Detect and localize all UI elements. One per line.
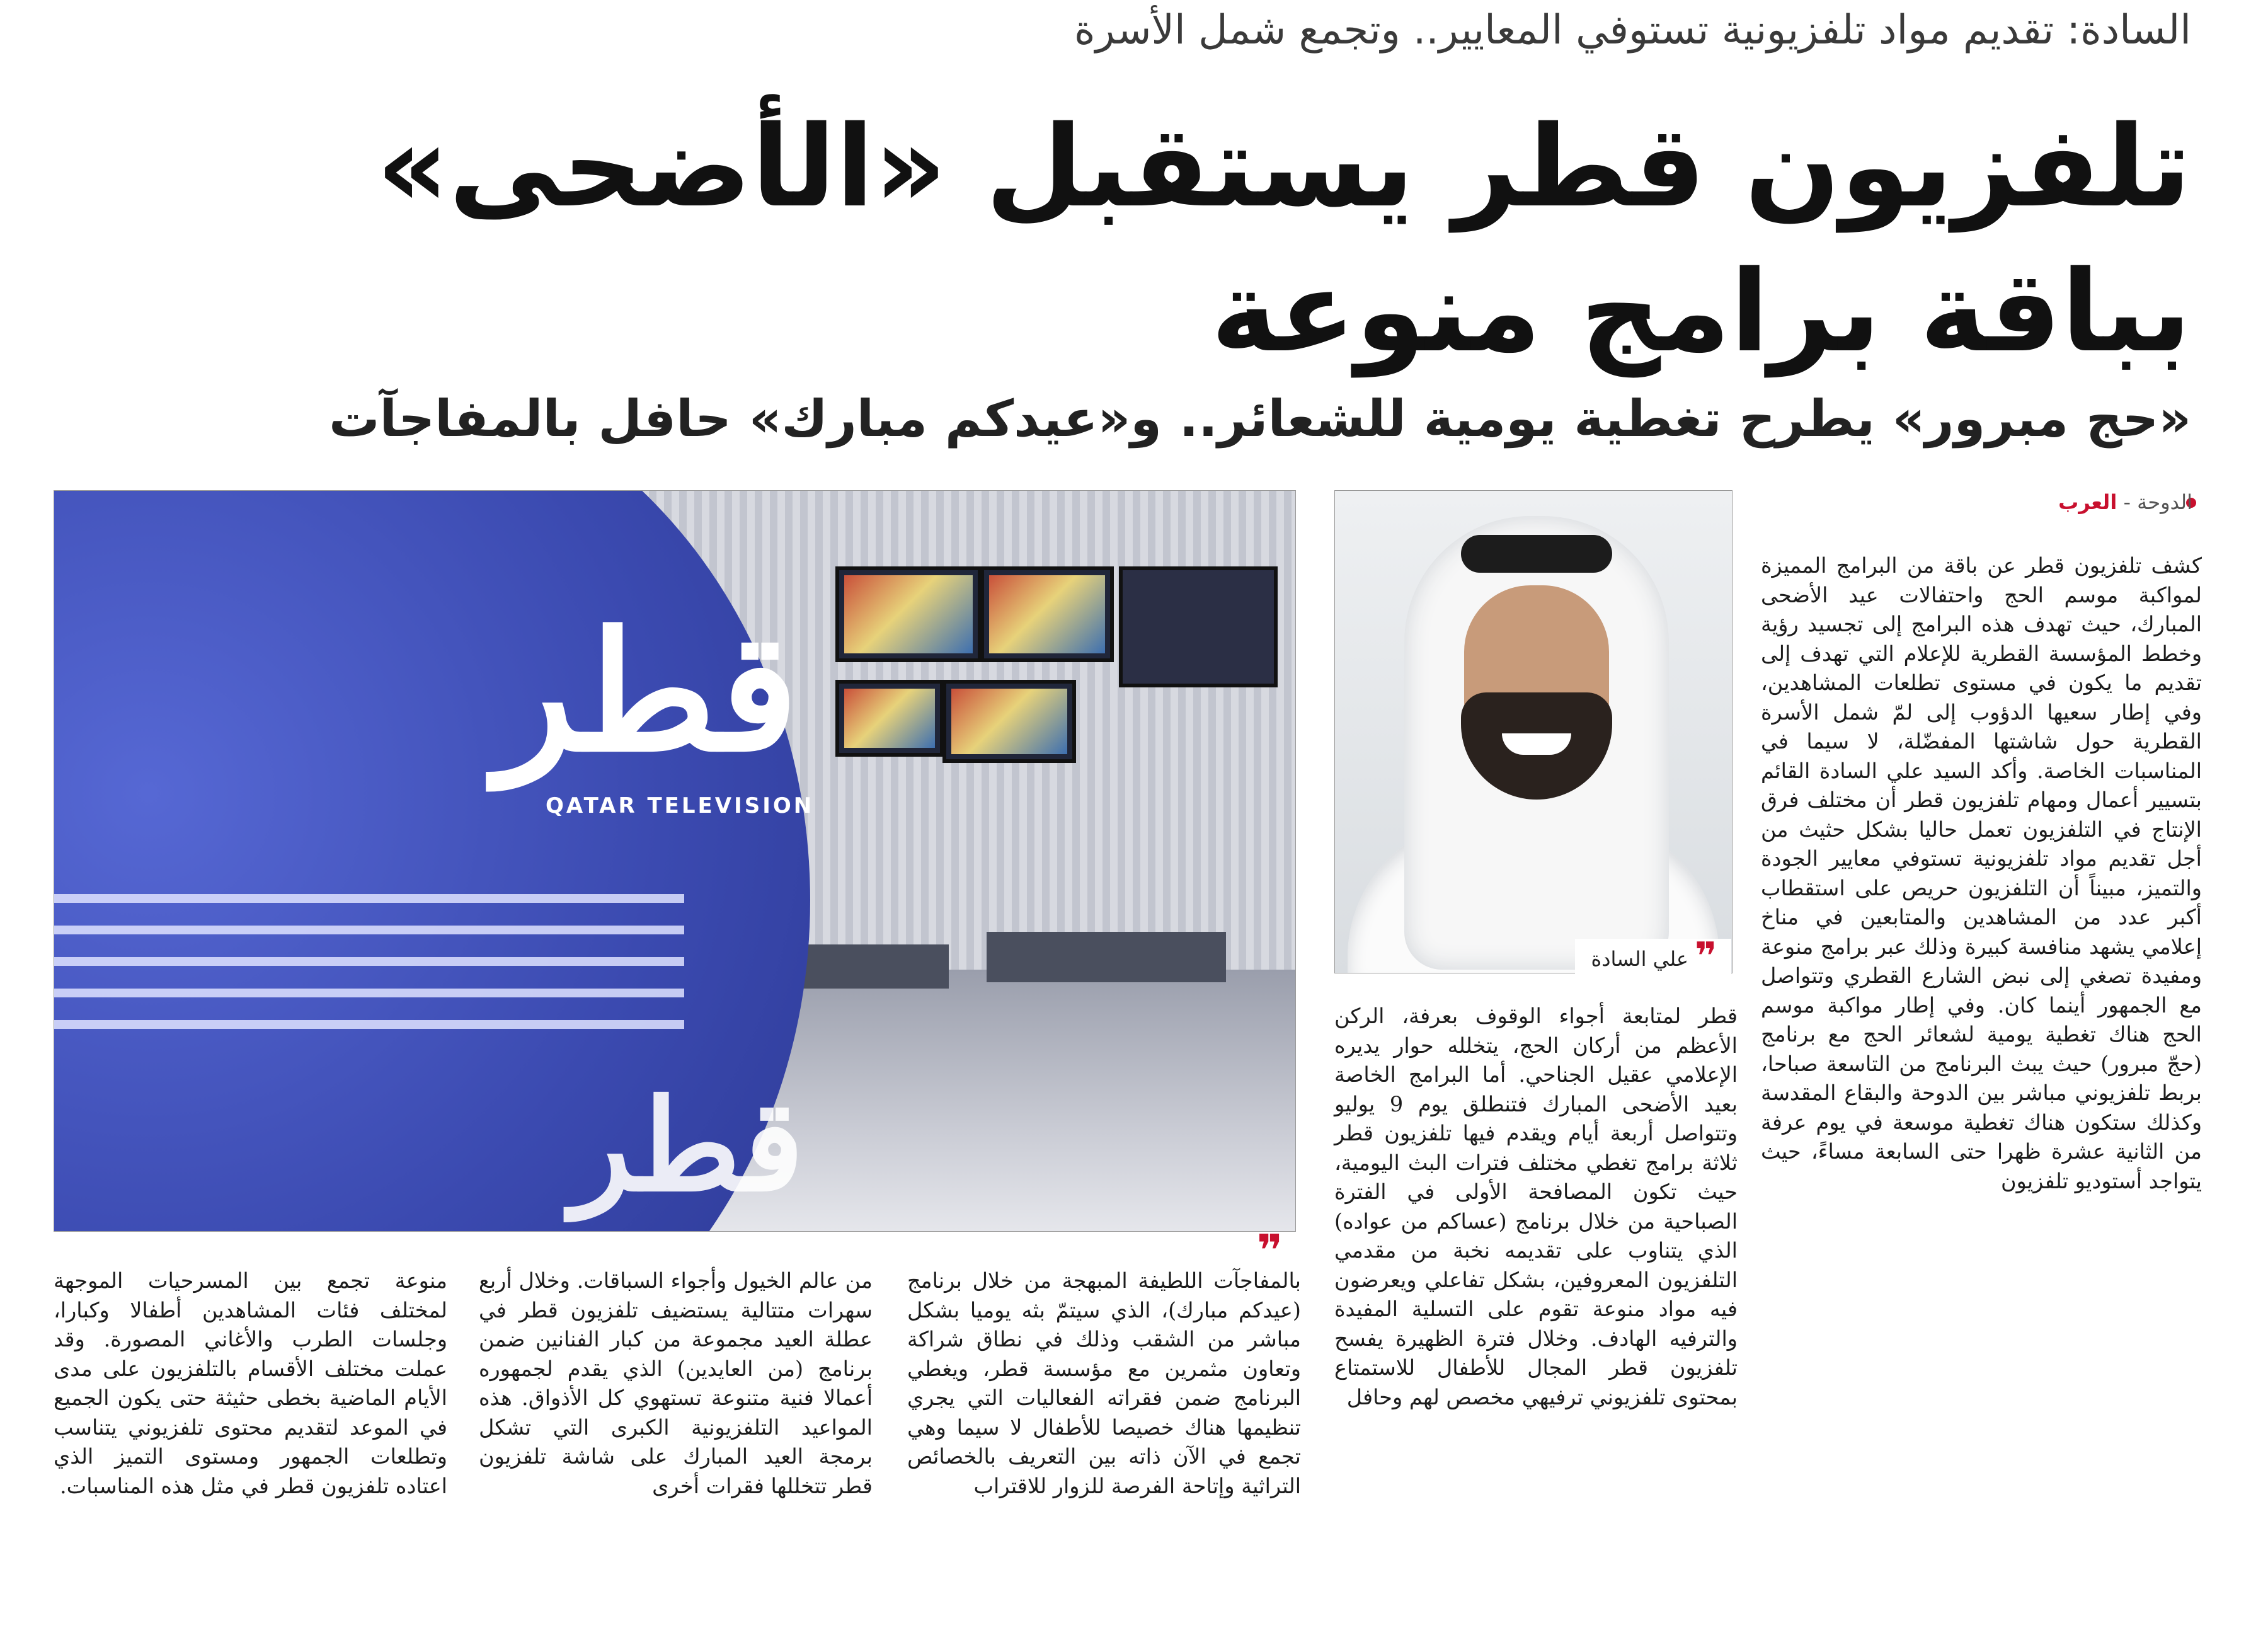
portrait-smile [1502,733,1571,755]
article-kicker: السادة: تقديم مواد تلفزيونية تستوفي المعايير.. وتجمع شمل الأسرة [1074,7,2191,54]
body-column-2: قطر لمتابعة أجواء الوقوف بعرفة، الركن الأعظم من أركان الحج، يتخلله حوار يديره الإعلامي عقيل الجناحي. أما البرامج الخاصة بعيد الأضحى المبارك فتنطلق يوم 9 يوليو وتتواصل أربعة أيام ويقدم فيها تلفزيون قطر ثلاثة برامج تغطي مختلف فترات البث اليومية، حيث تكون المصافحة الأولى في الفترة الصباحية من خلال برنامج (عساكم من عواده) الذي يتناوب على تقديمه نخبة من مقدمي التلفزيون المعروفين، بشكل تفاعلي ويعرضون فيه مواد منوعة تقوم على التسلية المفيدة والترفيه الهادف. وخلال فترة الظهيرة يفسح تلفزيون قطر المجال للأطفال للاستمتاع بمحتوى تلفزيوني ترفيهي مخصص لهم وحافل [1334,1004,1738,1409]
studio-screen [942,680,1076,763]
studio-logo-arabic-lower: قطر [571,1072,805,1220]
portrait-caption: علي السادة [1591,947,1688,971]
studio-desk [987,932,1226,982]
wall-stripe [54,1020,684,1029]
wall-stripe [54,894,684,903]
portrait-agal [1461,535,1612,573]
wall-stripe [54,989,684,997]
article-subheadline: «حج مبرور» يطرح تغطية يومية للشعائر.. و«عيدكم مبارك» حافل بالمفاجآت [329,389,2191,448]
studio-screen [835,680,944,757]
studio-screen [1119,566,1278,687]
article-headline [112,95,2191,384]
headline-line-2: بباقة برامج منوعة [1211,246,2191,377]
studio-logo-latin: QATAR TELEVISION [546,793,815,818]
wall-stripe [54,957,684,966]
body-column-5: منوعة تجمع بين المسرحيات الموجهة لمختلف فئات المشاهدين أطفالا وكبارا، وجلسات الطرب والأغاني المصورة. وقد عملت مختلف الأقسام بالتلفزيون على مدى الأيام الماضية بخطى حثيثة حتى يكون الجميع في الموعد لتقديم محتوى تلفزيوني يتناسب وتطلعات الجمهور ومستوى التميز الذي اعتاده تلفزيون قطر في مثل هذه المناسبات. [54,1268,447,1498]
wall-stripe [54,926,684,934]
dateline-city: الدوحة - [2123,490,2192,514]
body-column-4: من عالم الخيول وأجواء السباقات. وخلال أربع سهرات متتالية يستضيف تلفزيون قطر في عطلة العيد مجموعة من كبار الفنانين ضمن برنامج (من العايدين) الذي يقدم لجمهوره أعمالا فنية متنوعة تستهوي كل الأذواق. هذه المواعيد التلفزيونية الكبرى التي تشكل برمجة العيد المبارك على شاشة تلفزيون قطر تتخللها فقرات أخرى [479,1268,873,1498]
quote-icon: ❞ [1257,1225,1283,1276]
body-column-3: بالمفاجآت اللطيفة المبهجة من خلال برنامج (عيدكم مبارك)، الذي سيتمّ بثه يوميا بشكل مباشر من الشقب وذلك في نطاق شراكة وتعاون مثمرين مع مؤسسة قطر، ويغطي البرنامج ضمن فقراته الفعاليات التي يجري تنظيمها هناك خصيصا للأطفال لا سيما وهي تجمع في الآن ذاته بين التعريف بالخصائص التراثية وإتاحة الفرصة للزوار للاقتراب [907,1268,1301,1498]
studio-photo [54,490,1296,1232]
quote-icon: ❞ [1695,934,1717,978]
portrait-photo [1334,490,1733,978]
studio-screen [835,566,982,662]
dateline-brand: العرب [2058,490,2117,514]
studio-logo-arabic: قطر [495,596,799,788]
dateline [1758,488,2192,516]
body-column-1: كشف تلفزيون قطر عن باقة من البرامج المميزة لمواكبة موسم الحج واحتفالات عيد الأضحى المبارك، حيث تهدف هذه البرامج إلى تجسيد رؤية وخطط المؤسسة القطرية للإعلام التي تهدف إلى تقديم ما يكون في مستوى تطلعات المشاهدين، وفي إطار سعيها الدؤوب إلى لمّ شمل الأسرة القطرية حول شاشتها المفضّلة، لا سيما في المناسبات الخاصة. وأكد السيد علي السادة القائم بتسيير أعمال ومهام تلفزيون قطر أن مختلف فرق الإنتاج في التلفزيون تعمل حاليا بشكل حثيث من أجل تقديم مواد تلفزيونية تستوفي معايير الجودة والتميز، مبيناً أن التلفزيون حريص على استقطاب أكبر عدد من المشاهدين والمتابعين في مناخ إعلامي يشهد منافسة كبيرة وذلك عبر برامج منوعة ومفيدة تصغي إلى نبض الشارع القطري وتتواصل مع الجمهور أينما كان. وفي إطار مواكبة موسم الحج هناك تغطية يومية لشعائر الحج مع برنامج (حجّ مبرور) حيث يبث البرنامج من التاسعة صباحا، بربط تلفزيوني مباشر بين الدوحة والبقاع المقدسة وكذلك ستكون هناك تغطية موسعة في يوم عرفة من الثانية عشرة ظهرا حتى السابعة مساءً، حيث يتواجد أستوديو تلفزيون [1761,553,2202,1193]
studio-screen [980,566,1114,662]
headline-line-1: تلفزيون قطر يستقبل «الأضحى» [376,101,2191,232]
